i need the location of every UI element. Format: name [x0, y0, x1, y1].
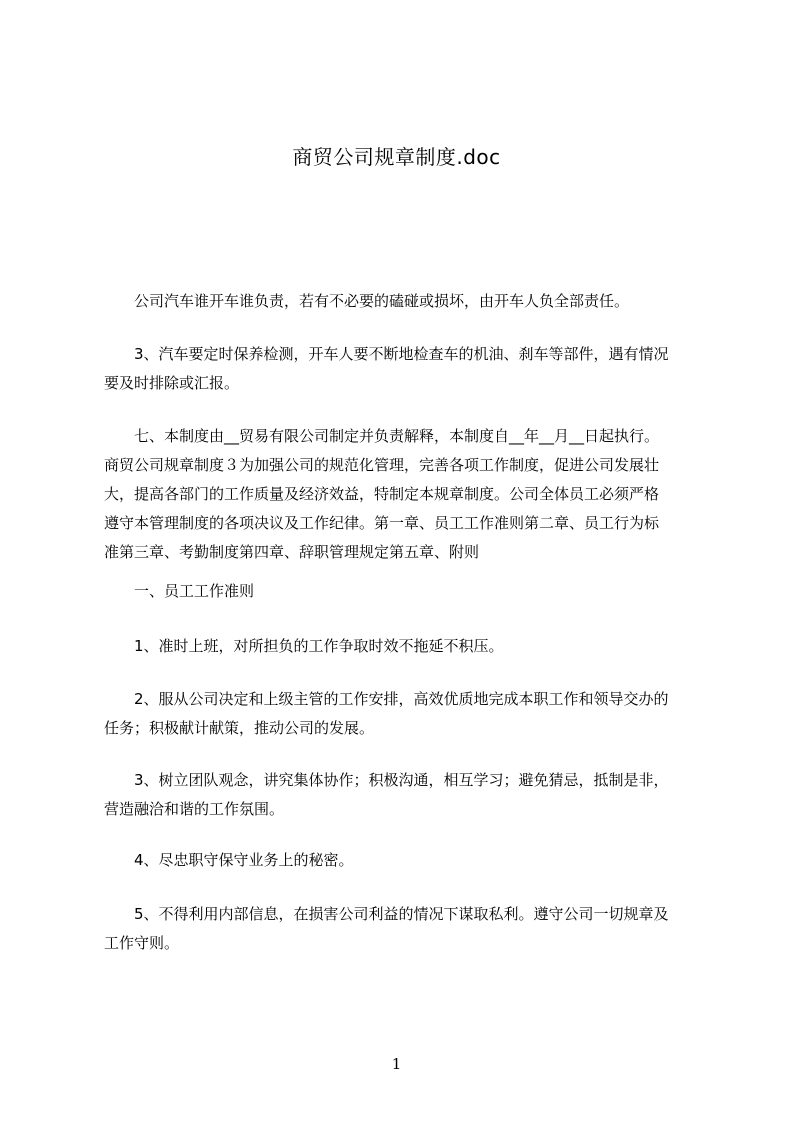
text-line: 3、树立团队观念，讲究集体协作；积极沟通，相互学习；避免猜忌，抵制是非， — [104, 771, 669, 789]
page-number: 1 — [391, 1055, 402, 1073]
text-line: 工作守则。 — [104, 934, 180, 952]
paragraph — [104, 766, 708, 824]
paragraph — [104, 632, 708, 661]
text-line: 任务；积极献计献策，推动公司的发展。 — [104, 719, 375, 737]
text-line: 1、准时上班，对所担负的工作争取时效不拖延不积压。 — [104, 637, 504, 655]
paragraph — [104, 287, 708, 316]
paragraph — [104, 685, 708, 743]
document-title: 商贸公司规章制度.doc — [292, 145, 501, 169]
paragraph — [104, 900, 708, 958]
text-line: 公司汽车谁开车谁负责，若有不必要的磕碰或损坏，由开车人负全部责任。 — [104, 292, 630, 310]
text-line: 3、汽车要定时保养检测，开车人要不断地检查车的机油、刹车等部件，遇有情况 — [104, 345, 669, 363]
text-line: 准第三章、考勤制度第四章、辞职管理规定第五章、附则 — [104, 543, 480, 561]
paragraph — [104, 340, 708, 398]
text-line: 商贸公司规章制度３为加强公司的规范化管理，完善各项工作制度，促进公司发展壮 — [104, 456, 660, 474]
text-line: 遵守本管理制度的各项决议及工作纪律。第一章、员工工作准则第二章、员工行为标 — [104, 514, 660, 532]
section-heading — [104, 577, 708, 606]
text-line: 七、本制度由__贸易有限公司制定并负责解释，本制度自__年__月__日起执行。 — [104, 427, 660, 445]
text-line: 要及时排除或汇报。 — [104, 374, 240, 392]
text-line: 2、服从公司决定和上级主管的工作安排，高效优质地完成本职工作和领导交办的 — [104, 690, 669, 708]
text-line: 营造融洽和谐的工作氛围。 — [104, 800, 285, 818]
text-line: 大，提高各部门的工作质量及经济效益，特制定本规章制度。公司全体员工必须严格 — [104, 485, 660, 503]
text-line: 5、不得利用内部信息，在损害公司利益的情况下谋取私利。遵守公司一切规章及 — [104, 905, 669, 923]
paragraph — [104, 846, 708, 875]
paragraph — [104, 422, 708, 567]
text-line: 一、员工工作准则 — [104, 582, 255, 600]
text-line: 4、尽忠职守保守业务上的秘密。 — [104, 851, 354, 869]
